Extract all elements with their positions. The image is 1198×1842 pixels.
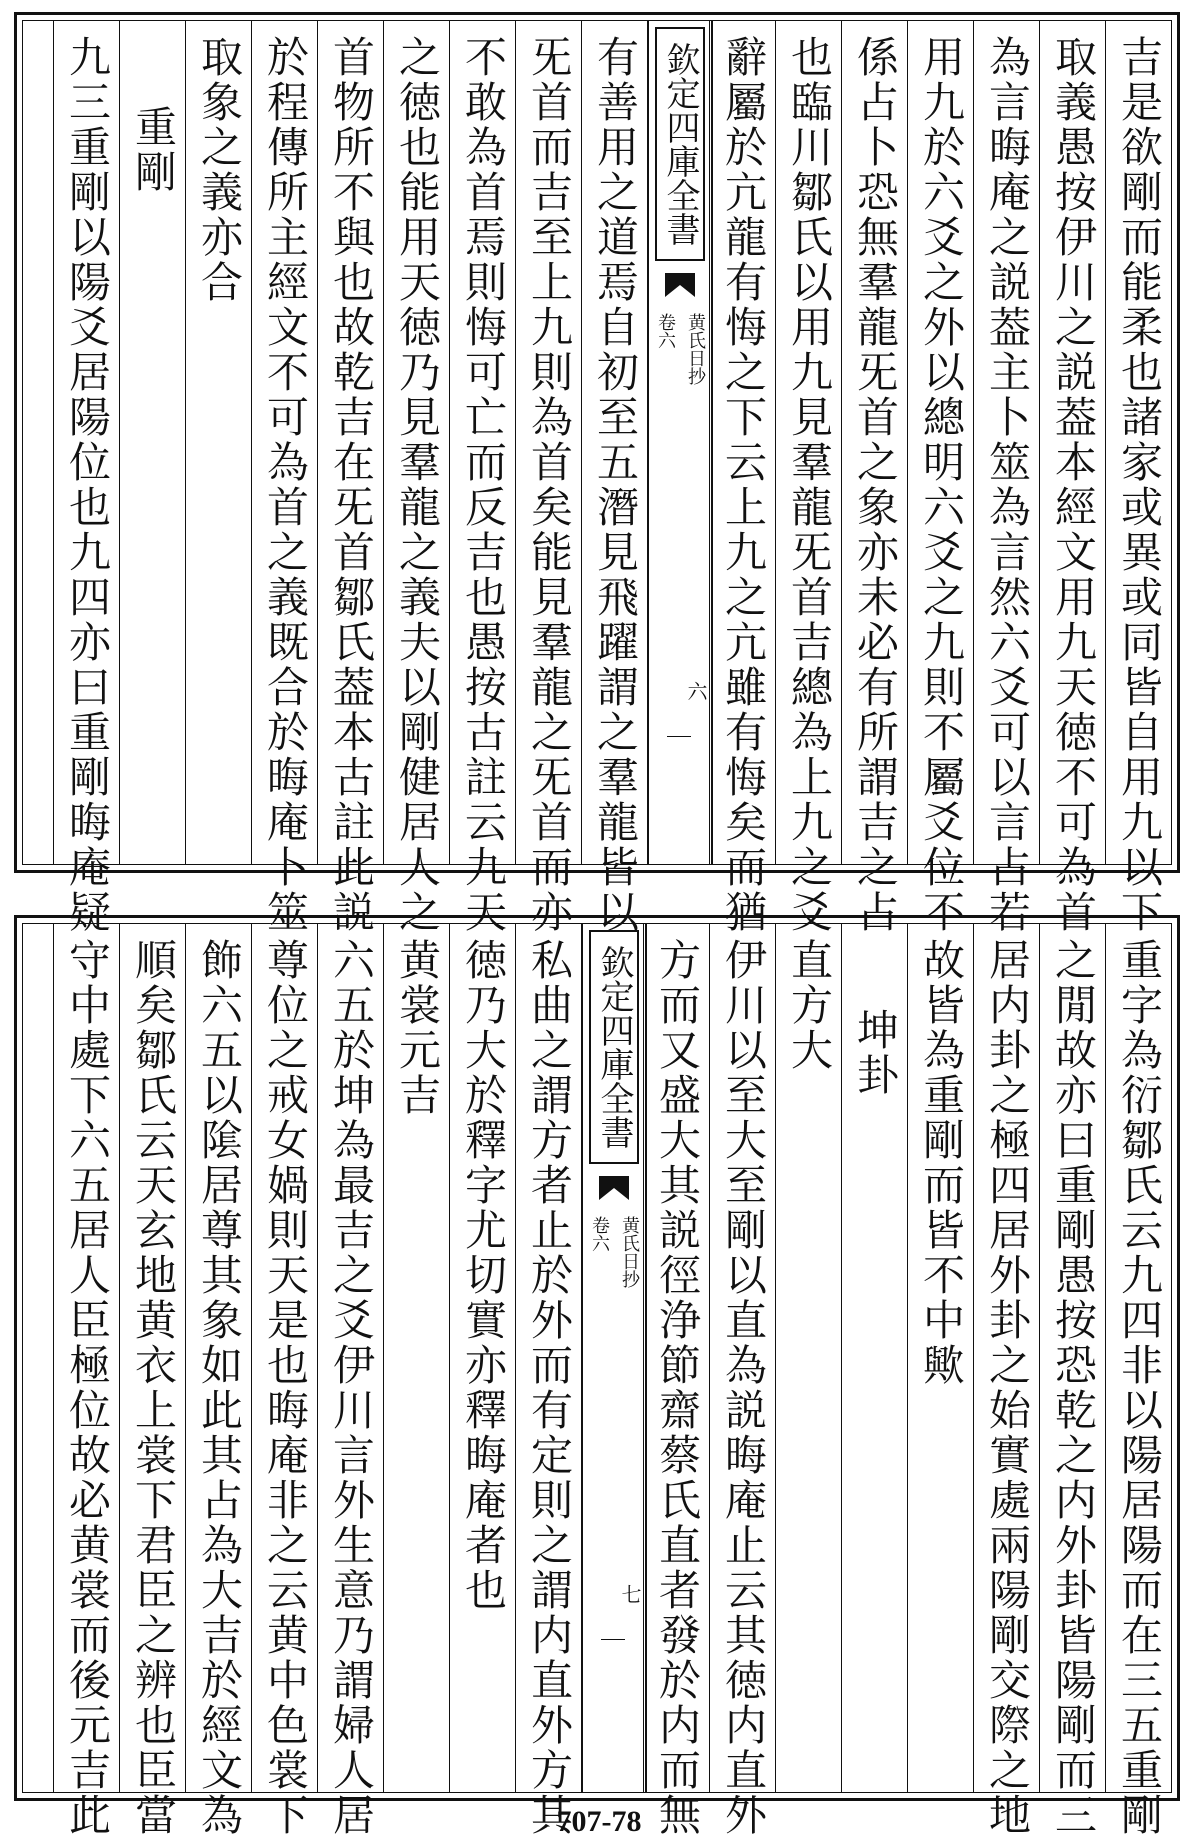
fishtail-ornament-icon <box>599 1176 629 1200</box>
text-column <box>709 924 776 1838</box>
text-column <box>251 21 318 935</box>
column-text: 之閒故亦曰重剛愚按恐乾之内外卦皆陽剛而三 <box>1049 938 1098 1838</box>
fishtail-ornament-icon <box>665 273 695 297</box>
column-text: 坤卦 <box>851 1008 900 1098</box>
text-column <box>581 21 648 935</box>
text-column <box>907 21 974 935</box>
column-text: 首物所不與也故乾吉在旡首鄒氏葢本古註此説 <box>327 35 376 935</box>
text-column <box>119 21 186 864</box>
column-text: 重字為衍鄒氏云九四非以陽居陽而在三五重剛 <box>1115 938 1164 1838</box>
text-column <box>709 21 776 935</box>
column-text: 用九於六爻之外以總明六爻之九則不屬爻位不 <box>917 35 966 935</box>
text-column <box>1105 924 1172 1838</box>
text-column <box>515 924 582 1838</box>
column-text: 六五於坤為最吉之爻伊川言外生意乃謂婦人居 <box>327 938 376 1838</box>
column-text: 旡首而吉至上九則為首矣能見羣龍之旡首而亦 <box>525 35 574 935</box>
column-text: 吉是欲剛而能柔也諸家或異或同皆自用九以下 <box>1115 35 1164 935</box>
column-text: 於程傳所主經文不可為首之義既合於晦庵卜筮 <box>261 35 310 935</box>
column-text: 有善用之道焉自初至五潛見飛躍謂之羣龍皆以 <box>591 35 640 935</box>
top-page-frame <box>22 20 1172 935</box>
text-column <box>515 21 582 935</box>
column-text: 係占卜恐無羣龍旡首之象亦未必有所謂吉之占 <box>851 35 900 935</box>
top-page <box>14 12 1180 935</box>
text-column <box>53 924 120 1838</box>
page-code: 707-78 <box>556 1805 642 1838</box>
column-text: 直方大 <box>785 938 834 1073</box>
spine-volume: 卷六 <box>589 1216 610 1252</box>
text-column <box>841 924 908 1792</box>
text-column <box>449 924 516 1792</box>
text-column <box>317 21 384 935</box>
spine-author: 黄氏日抄 <box>685 313 706 385</box>
column-text: 不敢為首焉則悔可亡而反吉也愚按古註云九天 <box>459 35 508 935</box>
column-text: 也臨川鄒氏以用九見羣龍旡首吉總為上九之爻 <box>785 35 834 935</box>
text-column <box>775 21 842 935</box>
spine-page-number: 七 <box>618 1584 642 1604</box>
column-text: 居内卦之極四居外卦之始實處兩陽剛交際之地 <box>983 938 1032 1838</box>
text-column <box>185 21 252 864</box>
column-text: 飾六五以隂居尊其象如此其占為大吉於經文為 <box>195 938 244 1838</box>
spine-page-number: 六 <box>684 681 708 701</box>
text-column <box>383 21 450 935</box>
column-text: 尊位之戒女媧則天是也晦庵非之云黄中色裳下 <box>261 938 310 1838</box>
spine-author: 黄氏日抄 <box>619 1216 640 1288</box>
text-column <box>775 924 842 1792</box>
spine-column <box>647 21 713 864</box>
column-text: 徳乃大於釋字尤切實亦釋晦庵者也 <box>459 938 508 1613</box>
text-column <box>643 924 710 1838</box>
column-text: 取義愚按伊川之説葢本經文用九天徳不可為首 <box>1049 35 1098 935</box>
text-column <box>841 21 908 935</box>
text-column <box>185 924 252 1838</box>
book-title: 欽定四庫全書 <box>655 27 705 261</box>
text-column <box>973 924 1040 1838</box>
column-text: 私曲之謂方者止於外而有定則之謂内直外方其 <box>525 938 574 1838</box>
text-column <box>973 21 1040 935</box>
column-text: 黄裳元吉 <box>393 938 442 1118</box>
column-text: 故皆為重剛而皆不中歟 <box>917 938 966 1388</box>
column-text: 取象之義亦合 <box>195 35 244 305</box>
spine-volume: 卷六 <box>655 313 676 349</box>
column-text: 辭屬於亢龍有悔之下云上九之亢雖有悔矣而猶 <box>719 35 768 935</box>
column-text: 為言晦庵之説葢主卜筮為言然六爻可以言占若 <box>983 35 1032 935</box>
text-column <box>449 21 516 935</box>
text-column <box>907 924 974 1792</box>
text-column <box>1039 924 1106 1838</box>
column-text: 順矣鄒氏云天玄地黄衣上裳下君臣之辨也臣當 <box>129 938 178 1838</box>
column-text: 方而又盛大其説徑浄節齋蔡氏直者發於内而無 <box>653 938 702 1838</box>
column-text: 伊川以至大至剛以直為説晦庵止云其徳内直外 <box>719 938 768 1838</box>
text-column <box>317 924 384 1838</box>
text-column <box>53 21 120 935</box>
book-title: 欽定四庫全書 <box>589 930 639 1164</box>
column-text: 守中處下六五居人臣極位故必黄裳而後元吉此 <box>63 938 112 1838</box>
text-column <box>251 924 318 1838</box>
text-column <box>383 924 450 1792</box>
page-number-rule <box>667 736 691 737</box>
text-column <box>1039 21 1106 935</box>
page-number-rule <box>601 1639 625 1640</box>
spine-column <box>581 924 647 1792</box>
text-column <box>1105 21 1172 935</box>
column-text: 重剛 <box>129 105 178 195</box>
text-column <box>119 924 186 1838</box>
column-text: 之徳也能用天徳乃見羣龍之義夫以剛健居人之 <box>393 35 442 935</box>
column-text: 九三重剛以陽爻居陽位也九四亦曰重剛晦庵疑 <box>63 35 112 935</box>
